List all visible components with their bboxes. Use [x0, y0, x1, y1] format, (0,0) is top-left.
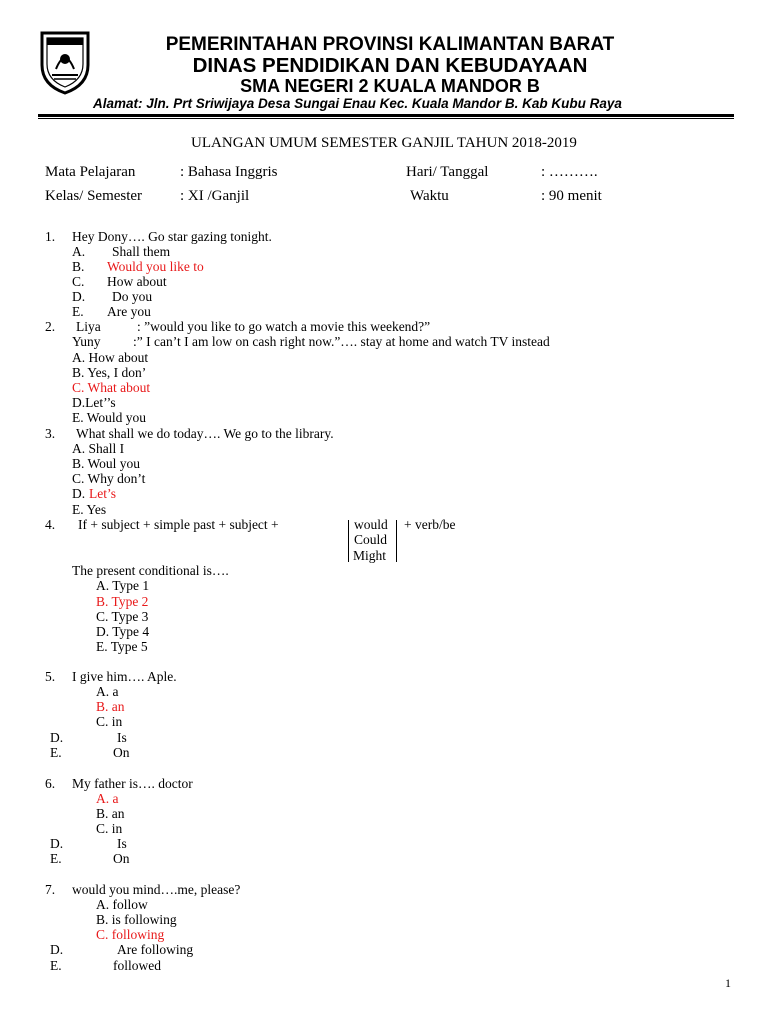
- q6-number: 6.: [45, 776, 56, 791]
- class-label: Kelas/ Semester: [45, 188, 143, 204]
- q1-option-b-letter: B.: [72, 259, 85, 274]
- q7-number: 7.: [45, 882, 56, 897]
- q7-option-d: Are following: [117, 942, 194, 957]
- q2-number: 2.: [45, 319, 56, 334]
- q1-number: 1.: [45, 229, 56, 244]
- time-label: Waktu: [410, 188, 449, 204]
- header-rule-thick: [38, 114, 734, 117]
- q6-option-e-letter: E.: [50, 851, 62, 866]
- q3-option-b: B. Woul you: [72, 456, 141, 471]
- q2-option-d: D.Let’’s: [72, 395, 116, 410]
- q4-verb: + verb/be: [404, 517, 456, 532]
- q7-option-c-answer: C. following: [96, 927, 165, 942]
- q7-option-a: A. follow: [96, 897, 148, 912]
- header-department: DINAS PENDIDIKAN DAN KEBUDAYAAN: [192, 54, 588, 77]
- q6-option-e: On: [113, 851, 130, 866]
- exam-title: ULANGAN UMUM SEMESTER GANJIL TAHUN 2018-2019: [191, 135, 577, 151]
- q3-option-c: C. Why don’t: [72, 471, 146, 486]
- q6-option-b: B. an: [96, 806, 125, 821]
- q5-text: I give him…. Aple.: [72, 669, 177, 684]
- q4-bracket-left: [348, 520, 349, 562]
- q1-option-a: Shall them: [112, 244, 171, 259]
- q4-text: The present conditional is….: [72, 563, 229, 578]
- q5-option-e: On: [113, 745, 130, 760]
- q5-option-b-answer: B. an: [96, 699, 125, 714]
- q1-option-c: How about: [107, 274, 167, 289]
- q1-option-b-answer: Would you like to: [107, 259, 204, 274]
- q4-option-b-answer: B. Type 2: [96, 594, 149, 609]
- q7-option-d-letter: D.: [50, 942, 64, 957]
- q7-text: would you mind….me, please?: [72, 882, 241, 897]
- header-government: PEMERINTAHAN PROVINSI KALIMANTAN BARAT: [165, 34, 615, 55]
- q2-liya-text: : ”would you like to go watch a movie this weekend?”: [137, 319, 431, 334]
- q3-option-d-letter: D.: [72, 486, 86, 501]
- q1-option-e: Are you: [107, 304, 151, 319]
- q5-number: 5.: [45, 669, 56, 684]
- q7-option-b: B. is following: [96, 912, 177, 927]
- q3-text: What shall we do today…. We go to the library.: [76, 426, 334, 441]
- regency-logo: [38, 27, 92, 95]
- q2-liya-name: Liya: [76, 319, 101, 334]
- page-number: 1: [725, 976, 731, 990]
- q7-option-e: followed: [113, 958, 161, 973]
- q6-option-d: Is: [117, 836, 127, 851]
- q4-option-a: A. Type 1: [96, 578, 150, 593]
- q5-option-e-letter: E.: [50, 745, 62, 760]
- q1-option-e-letter: E.: [72, 304, 84, 319]
- q1-text: Hey Dony…. Go star gazing tonight.: [72, 229, 272, 244]
- header-address: Alamat: Jln. Prt Sriwijaya Desa Sungai Enau Kec. Kuala Mandor B. Kab Kubu Raya: [93, 96, 622, 111]
- q2-yuny-text: :” I can’t I am low on cash right now.”…. stay at home and watch TV instead: [133, 334, 550, 349]
- q2-option-b: B. Yes, I don’: [72, 365, 147, 380]
- q7-option-e-letter: E.: [50, 958, 62, 973]
- time-value: : 90 menit: [541, 188, 602, 204]
- q4-bracket-right: [396, 520, 397, 562]
- q4-modal-would: would: [354, 517, 388, 532]
- subject-value: : Bahasa Inggris: [180, 164, 278, 180]
- q5-option-a: A. a: [96, 684, 119, 699]
- q3-option-d-answer: Let’s: [89, 486, 116, 501]
- q4-number: 4.: [45, 517, 56, 532]
- header-rule-thin: [38, 118, 734, 119]
- q4-modal-might: Might: [353, 548, 387, 563]
- q4-modal-could: Could: [354, 532, 388, 547]
- q4-option-e: E. Type 5: [96, 639, 148, 654]
- q6-option-d-letter: D.: [50, 836, 64, 851]
- q2-option-e: E. Would you: [72, 410, 147, 425]
- q4-option-d: D. Type 4: [96, 624, 150, 639]
- q4-formula: If + subject + simple past + subject +: [78, 517, 279, 532]
- q1-option-a-letter: A.: [72, 244, 86, 259]
- subject-label: Mata Pelajaran: [45, 164, 136, 180]
- q5-option-c: C. in: [96, 714, 123, 729]
- class-value: : XI /Ganjil: [180, 188, 250, 204]
- q6-option-c: C. in: [96, 821, 123, 836]
- q2-yuny-name: Yuny: [72, 334, 101, 349]
- q1-option-d: Do you: [112, 289, 153, 304]
- q3-number: 3.: [45, 426, 56, 441]
- date-label: Hari/ Tanggal: [406, 164, 489, 180]
- q4-option-c: C. Type 3: [96, 609, 149, 624]
- q5-option-d-letter: D.: [50, 730, 64, 745]
- date-value: : ……….: [541, 164, 598, 180]
- q3-option-a: A. Shall I: [72, 441, 125, 456]
- q5-option-d: Is: [117, 730, 127, 745]
- q3-option-e: E. Yes: [72, 502, 107, 517]
- q2-option-c-answer: C. What about: [72, 380, 151, 395]
- q2-option-a: A. How about: [72, 350, 149, 365]
- q6-option-a-answer: A. a: [96, 791, 119, 806]
- q6-text: My father is…. doctor: [72, 776, 193, 791]
- header-school: SMA NEGERI 2 KUALA MANDOR B: [240, 76, 540, 96]
- q1-option-c-letter: C.: [72, 274, 85, 289]
- q1-option-d-letter: D.: [72, 289, 86, 304]
